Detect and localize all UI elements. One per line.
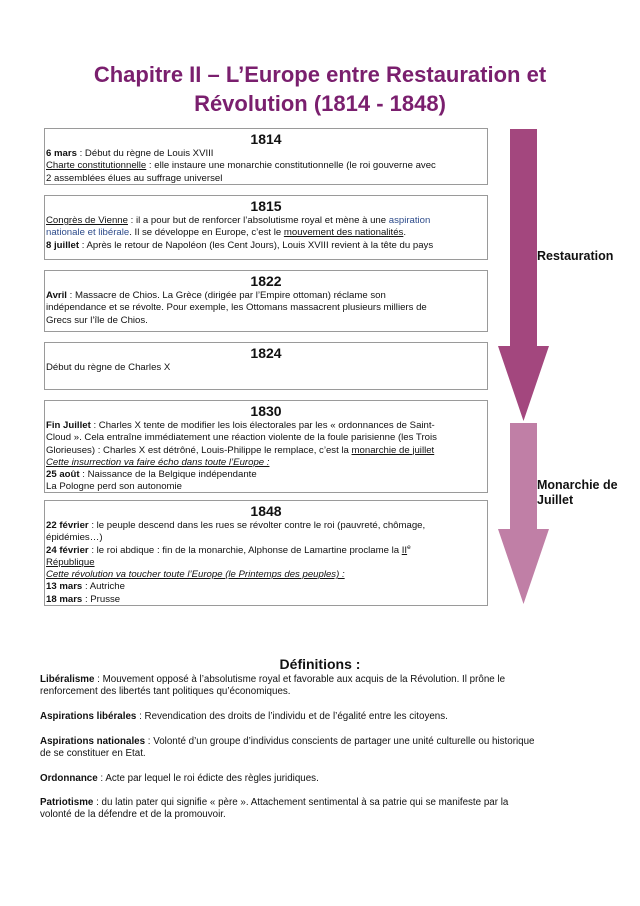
definition-text: renforcement des libertés tant politiques qu’économiques. — [40, 686, 291, 698]
event-text: Début du règne de Charles X — [46, 362, 171, 373]
definition-text: : Revendication des droits de l’individu et de l’égalité entre les citoyens. — [136, 711, 448, 722]
definition-text: volonté de la défendre et de la promouvoir. — [40, 809, 226, 821]
event-box-1815 — [44, 195, 488, 260]
event-date: 6 mars — [46, 148, 77, 159]
event-date: 25 août — [46, 469, 80, 481]
event-keyword: Charte constitutionnelle — [46, 160, 147, 172]
event-text: La Pologne perd son autonomie — [46, 481, 183, 493]
event-text: : il a pour but de renforcer l’absolutisme royal et mène à une — [127, 215, 389, 226]
event-year: 1824 — [250, 345, 282, 361]
event-text: : Début du règne de Louis XVIII — [76, 148, 214, 159]
event-date: 24 février — [46, 544, 89, 556]
event-text: . Il se développe en Europe, c’est le — [129, 227, 284, 239]
event-keyword: monarchie de juillet — [351, 444, 435, 456]
event-box-1824 — [44, 342, 488, 390]
definition-text: : Volonté d’un groupe d’individus conscients de partager une unité culturelle ou historique — [145, 736, 535, 747]
label-monarchie-juillet — [537, 478, 618, 508]
event-year: 1814 — [250, 131, 282, 147]
label-monarchie-line-1: Monarchie de — [537, 478, 618, 492]
event-keyword: République — [46, 556, 95, 568]
definition-text: de se constituer en Etat. — [40, 748, 146, 760]
title-line-1: Chapitre II – L’Europe entre Restauration et — [93, 62, 547, 87]
label-monarchie-line-2: Juillet — [537, 493, 574, 507]
event-text: : Prusse — [82, 593, 121, 605]
definition-text: : Mouvement opposé à l’absolutisme royal et favorable aux acquis de la Révolution. Il prône le — [94, 674, 506, 685]
event-date: 22 février — [46, 520, 89, 531]
event-note: Cette insurrection va faire écho dans toute l’Europe : — [46, 456, 270, 468]
event-text: indépendance et se révolte. Pour exemple, les Ottomans massacrent plusieurs milliers de — [46, 302, 427, 314]
event-date: Fin Juillet — [46, 420, 91, 431]
event-highlight: aspiration — [388, 215, 431, 226]
event-keyword: II — [401, 544, 408, 556]
event-text: : le roi abdique : fin de la monarchie, Alphonse de Lamartine proclame la — [88, 544, 402, 556]
event-text: : Massacre de Chios. La Grèce (dirigée par l’Empire ottoman) réclame son — [66, 290, 386, 301]
title-line-2: Révolution (1814 - 1848) — [194, 91, 446, 116]
definition-aspirations-nationales — [40, 736, 588, 761]
event-text: . — [403, 227, 407, 239]
event-year: 1830 — [250, 403, 282, 419]
event-box-1814 — [44, 128, 488, 185]
event-box-1830 — [44, 400, 488, 493]
definition-ordonnance — [40, 773, 588, 785]
definitions-title: Définitions : — [279, 656, 361, 672]
event-text: Cloud ». Cela entraîne immédiatement une réaction violente de la foule parisienne (les Trois — [46, 432, 437, 444]
event-keyword: mouvement des nationalités — [283, 227, 404, 239]
event-text: Glorieuses) : Charles X est détrôné, Louis-Philippe le remplace, c’est la — [46, 444, 352, 456]
event-note: Cette révolution va toucher toute l’Europe (le Printemps des peuples) : — [46, 569, 345, 581]
event-text: : Naissance de la Belgique indépendante — [79, 469, 257, 481]
event-date: 13 mars — [46, 581, 83, 593]
restauration-arrow — [498, 129, 549, 421]
definition-text: : du latin pater qui signifie « père ». Attachement sentimental à sa patrie qui se manifeste par la — [93, 797, 509, 808]
event-highlight: nationale et libérale — [46, 227, 130, 239]
event-text: épidémies…) — [46, 532, 103, 544]
definition-term: Libéralisme — [40, 674, 95, 685]
definition-term: Ordonnance — [40, 773, 98, 784]
definition-term: Aspirations libérales — [40, 711, 137, 722]
monarchie-juillet-arrow — [498, 423, 549, 604]
superscript: e — [407, 543, 411, 551]
page-title — [40, 60, 600, 118]
event-year: 1848 — [250, 503, 282, 519]
definition-term: Patriotisme — [40, 797, 94, 808]
event-box-1848 — [44, 500, 488, 606]
definition-patriotisme — [40, 797, 588, 822]
event-text: : Autriche — [82, 581, 125, 593]
event-year: 1822 — [250, 273, 282, 289]
definition-aspirations-liberales — [40, 711, 588, 723]
event-text: Grecs sur l’île de Chios. — [46, 314, 148, 326]
definition-text: : Acte par lequel le roi édicte des règles juridiques. — [97, 773, 319, 784]
event-year: 1815 — [250, 198, 282, 214]
event-box-1822 — [44, 270, 488, 332]
event-date: 8 juillet — [46, 239, 80, 251]
event-text: : le peuple descend dans les rues se révolter contre le roi (pauvreté, chômage, — [88, 520, 426, 531]
event-text: : elle instaure une monarchie constitutionnelle (le roi gouverne avec — [146, 160, 436, 172]
event-text: : Charles X tente de modifier les lois électorales par les « ordonnances de Saint- — [90, 420, 435, 431]
label-restauration: Restauration — [537, 249, 614, 263]
event-date: Avril — [46, 290, 67, 301]
event-date: 18 mars — [46, 593, 83, 605]
event-text: : Après le retour de Napoléon (les Cent Jours), Louis XVIII revient à la tête du pays — [79, 239, 434, 251]
event-keyword: Congrès de Vienne — [46, 215, 128, 226]
definition-liberalisme — [40, 674, 588, 699]
event-text: 2 assemblées élues au suffrage universel — [46, 172, 223, 184]
definition-term: Aspirations nationales — [40, 736, 146, 747]
timeline-arrows — [490, 124, 560, 610]
